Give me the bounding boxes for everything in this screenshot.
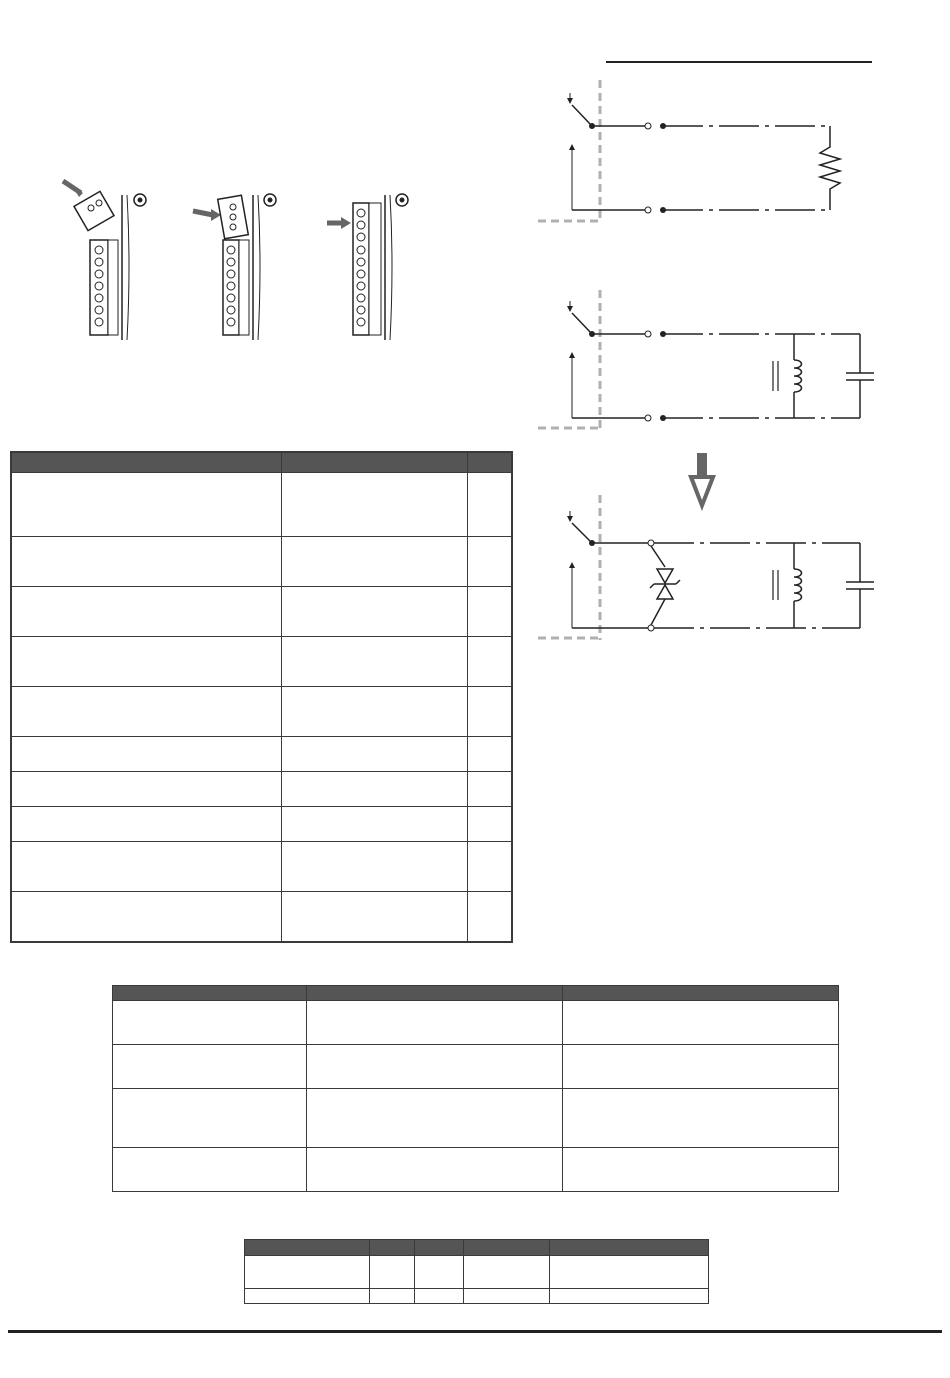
connector-illustrations <box>55 175 425 345</box>
table-row <box>11 687 512 737</box>
connector-step-2 <box>193 194 276 340</box>
table-row <box>11 737 512 772</box>
connector-step-3 <box>327 194 408 340</box>
table-cell <box>282 587 467 637</box>
circuit-inductive-load <box>538 290 874 433</box>
table-cell <box>306 1089 563 1148</box>
table-row <box>245 1256 709 1289</box>
table-header <box>113 986 839 1001</box>
table-cell <box>282 737 467 772</box>
table-row <box>11 892 512 942</box>
table-row <box>113 1001 839 1045</box>
table-cell <box>113 1148 307 1192</box>
table-cell <box>11 807 282 842</box>
specification-table <box>10 451 513 943</box>
insert-arrow-icon <box>341 217 351 229</box>
table-cell <box>282 772 467 807</box>
table-header-cell <box>467 452 512 473</box>
table-cell <box>245 1256 370 1289</box>
table-row <box>11 537 512 587</box>
table-row <box>113 1045 839 1089</box>
table-row <box>11 842 512 892</box>
table-row <box>245 1289 709 1304</box>
table-header-cell <box>113 986 307 1001</box>
circuit-inductive-load-with-suppressor <box>538 495 874 640</box>
table-cell <box>467 687 512 737</box>
table-row <box>11 473 512 537</box>
table-cell <box>245 1289 370 1304</box>
table-header-cell <box>463 1240 550 1256</box>
table-cell <box>282 687 467 737</box>
inductor-icon <box>773 334 802 418</box>
table-cell <box>282 892 467 942</box>
table-cell <box>467 473 512 537</box>
down-arrow-icon <box>688 453 716 511</box>
table-cell <box>113 1089 307 1148</box>
table-cell <box>467 892 512 942</box>
table-cell <box>11 687 282 737</box>
table-header-cell <box>11 452 282 473</box>
table-header <box>245 1240 709 1256</box>
circuit-resistive-load <box>538 80 840 223</box>
table-cell <box>306 1045 563 1089</box>
table-cell <box>467 737 512 772</box>
table-cell <box>282 473 467 537</box>
table-cell <box>467 772 512 807</box>
table-cell <box>463 1256 550 1289</box>
table-header-cell <box>563 986 839 1001</box>
circuit-diagrams <box>530 75 890 645</box>
connector-step-1 <box>63 181 146 340</box>
table-header <box>11 452 512 473</box>
inductor-icon <box>773 543 802 628</box>
table-cell <box>463 1289 550 1304</box>
table-cell <box>11 737 282 772</box>
table-cell <box>467 587 512 637</box>
table-cell <box>282 807 467 842</box>
table-cell <box>414 1256 463 1289</box>
table-cell <box>113 1001 307 1045</box>
table-header-cell <box>306 986 563 1001</box>
table-cell <box>467 637 512 687</box>
table-cell <box>369 1289 414 1304</box>
table-cell <box>11 842 282 892</box>
table-cell <box>563 1148 839 1192</box>
rating-table <box>244 1239 709 1304</box>
table-row <box>11 807 512 842</box>
table-row <box>11 772 512 807</box>
table-cell <box>550 1256 709 1289</box>
table-cell <box>113 1045 307 1089</box>
capacitor-icon <box>846 543 874 628</box>
table-header-cell <box>550 1240 709 1256</box>
table-row <box>113 1148 839 1192</box>
table-cell <box>306 1001 563 1045</box>
table-cell <box>563 1089 839 1148</box>
table-cell <box>369 1256 414 1289</box>
table-cell <box>11 587 282 637</box>
table-cell <box>282 537 467 587</box>
load-table <box>112 985 839 1192</box>
table-cell <box>414 1289 463 1304</box>
table-row <box>113 1089 839 1148</box>
table-header-cell <box>414 1240 463 1256</box>
table-cell <box>563 1001 839 1045</box>
resistor-icon <box>820 126 840 210</box>
table-cell <box>11 473 282 537</box>
capacitor-icon <box>846 334 874 418</box>
tvs-diode-icon <box>650 546 680 625</box>
table-cell <box>11 537 282 587</box>
table-header-cell <box>369 1240 414 1256</box>
table-cell <box>282 842 467 892</box>
table-header-cell <box>245 1240 370 1256</box>
table-cell <box>306 1148 563 1192</box>
footer-rule <box>8 1330 942 1333</box>
table-header-cell <box>282 452 467 473</box>
table-cell <box>563 1045 839 1089</box>
table-cell <box>11 892 282 942</box>
table-cell <box>282 637 467 687</box>
table-cell <box>11 637 282 687</box>
table-cell <box>11 772 282 807</box>
header-rule <box>606 61 872 63</box>
table-cell <box>467 807 512 842</box>
table-row <box>11 587 512 637</box>
table-cell <box>550 1289 709 1304</box>
table-cell <box>467 842 512 892</box>
table-row <box>11 637 512 687</box>
table-cell <box>467 537 512 587</box>
